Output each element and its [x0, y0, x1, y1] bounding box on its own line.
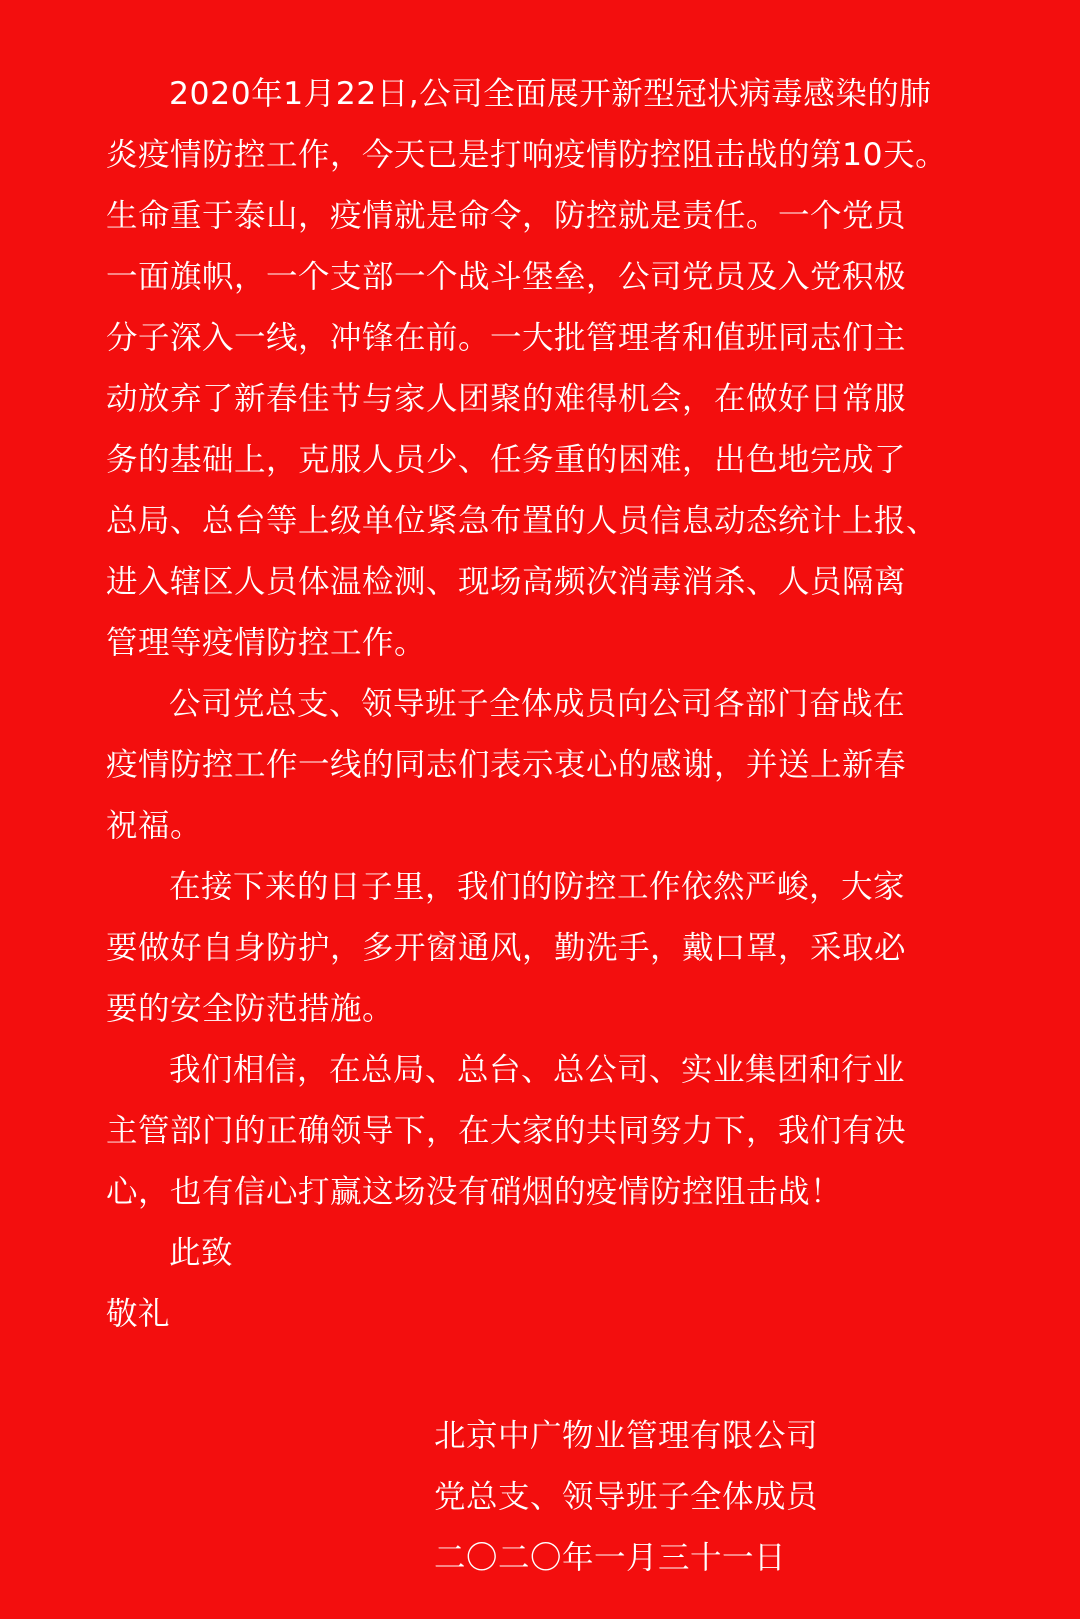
letter-line: 公司党总支、领导班子全体成员向公司各部门奋战在 [169, 686, 906, 722]
letter-line: 动放弃了新春佳节与家人团聚的难得机会，在做好日常服 [106, 381, 907, 417]
letter-line: 2020年1月22日,公司全面展开新型冠状病毒感染的肺 [169, 76, 932, 112]
letter-line: 我们相信，在总局、总台、总公司、实业集团和行业 [169, 1052, 906, 1088]
letter-line: 炎疫情防控工作，今天已是打响疫情防控阻击战的第10天。 [106, 137, 948, 173]
letter-line: 务的基础上，克服人员少、任务重的困难，出色地完成了 [106, 442, 907, 478]
letter-line: 管理等疫情防控工作。 [106, 625, 427, 661]
signature-date: 二〇二〇年一月三十一日 [434, 1540, 787, 1576]
signature-group: 党总支、领导班子全体成员 [434, 1479, 819, 1515]
letter-line: 总局、总台等上级单位紧急布置的人员信息动态统计上报、 [106, 503, 939, 539]
letter-line: 要做好自身防护，多开窗通风，勤洗手，戴口罩，采取必 [106, 930, 907, 966]
closing-salutation: 此致 [169, 1235, 234, 1271]
letter-line: 疫情防控工作一线的同志们表示衷心的感谢，并送上新春 [106, 747, 907, 783]
signature-company: 北京中广物业管理有限公司 [434, 1418, 819, 1454]
letter-line: 生命重于泰山，疫情就是命令，防控就是责任。一个党员 [106, 198, 907, 234]
letter-line: 一面旗帜，一个支部一个战斗堡垒，公司党员及入党积极 [106, 259, 907, 295]
letter-line: 主管部门的正确领导下，在大家的共同努力下，我们有决 [106, 1113, 907, 1149]
letter-line: 分子深入一线，冲锋在前。一大批管理者和值班同志们主 [106, 320, 907, 356]
closing-regards: 敬礼 [106, 1296, 171, 1332]
letter-line: 在接下来的日子里，我们的防控工作依然严峻，大家 [169, 869, 906, 905]
letter-line: 祝福。 [106, 808, 203, 844]
letter-line: 要的安全防范措施。 [106, 991, 395, 1027]
letter-line: 进入辖区人员体温检测、现场高频次消毒消杀、人员隔离 [106, 564, 907, 600]
letter-line: 心，也有信心打赢这场没有硝烟的疫情防控阻击战！ [106, 1174, 843, 1210]
